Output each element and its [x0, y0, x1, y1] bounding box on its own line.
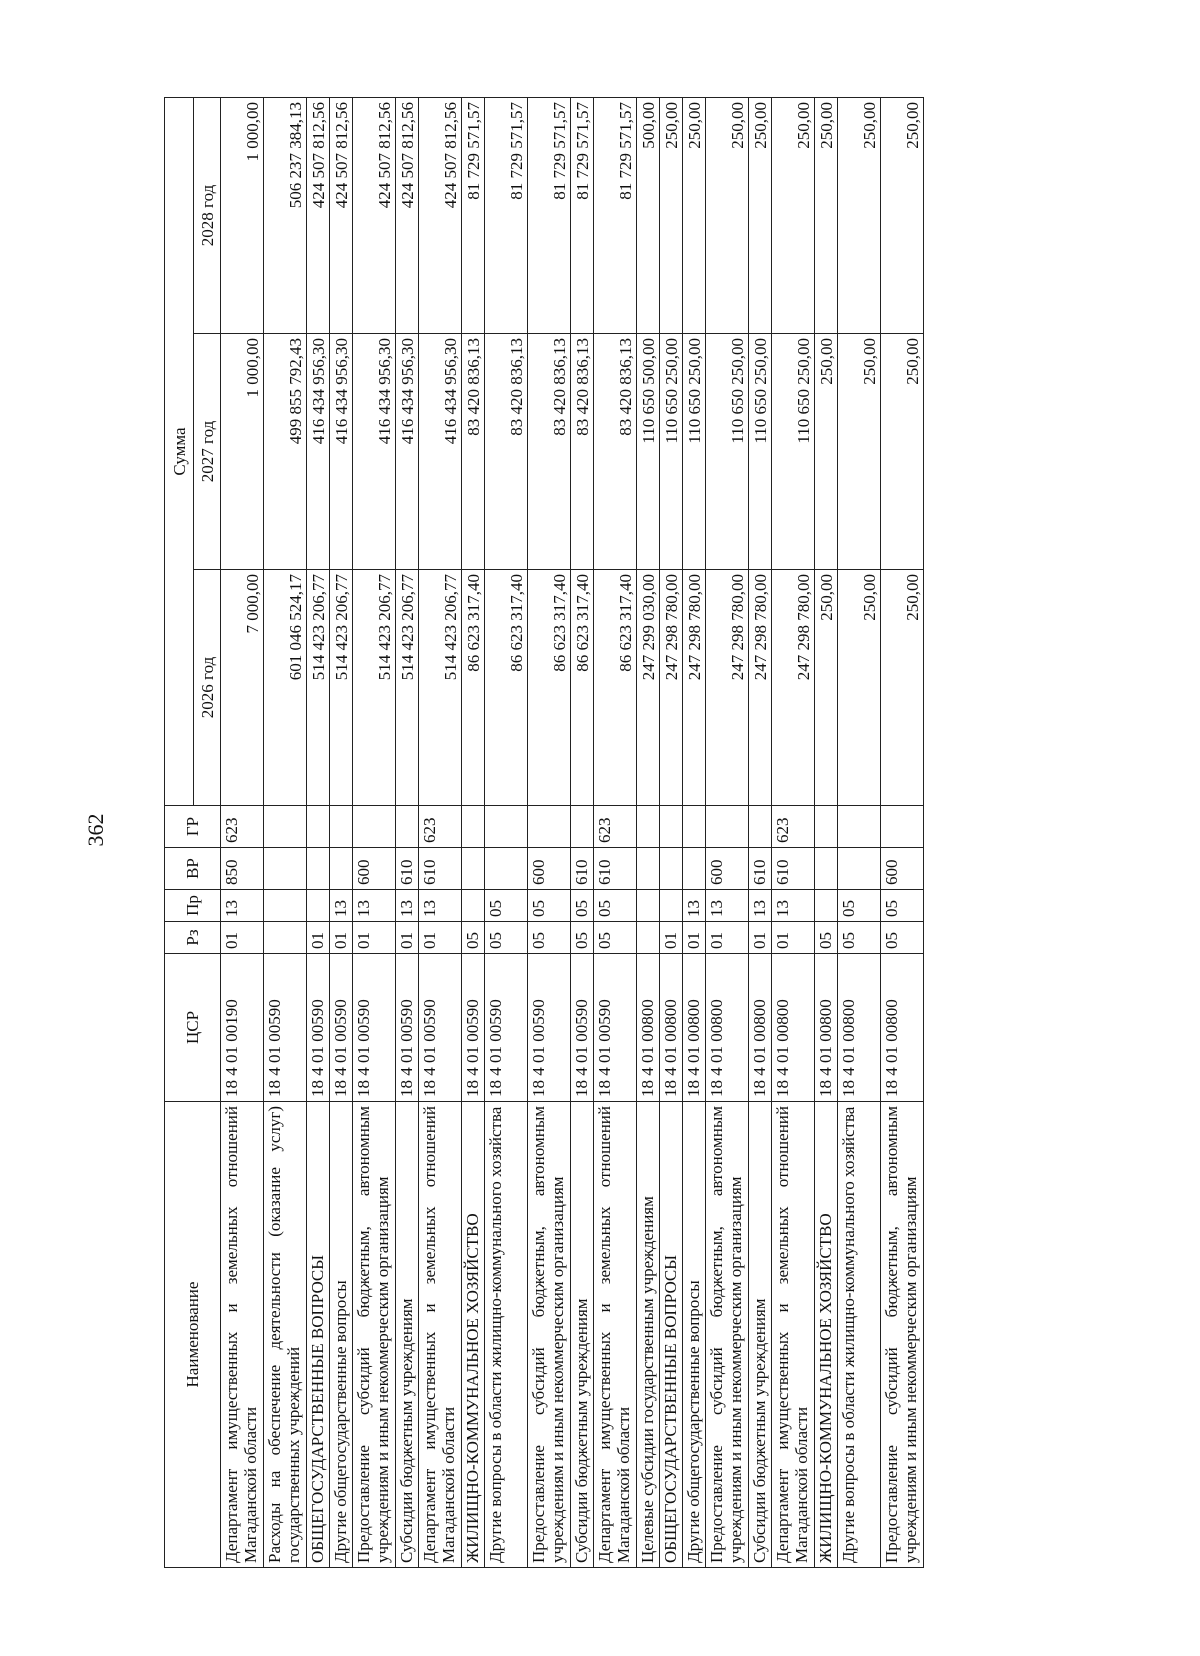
- cell-rz: 01: [419, 922, 462, 954]
- cell-vr: 600: [706, 848, 749, 890]
- cell-rz: 01: [749, 922, 772, 954]
- cell-name: Субсидии бюджетным учреждениям: [749, 1102, 772, 1568]
- cell-name: Предоставление субсидий бюджетным, автономным учреждениям и иным некоммерческим организациям: [528, 1102, 571, 1568]
- cell-2026: 247 299 030,00: [637, 570, 660, 806]
- cell-name: Другие вопросы в области жилищно-коммунального хозяйства: [485, 1102, 528, 1568]
- cell-2026: 250,00: [881, 570, 924, 806]
- header-year-2028: 2028 год: [194, 98, 221, 334]
- table-row: [815, 98, 838, 1568]
- cell-2028: 81 729 571,57: [462, 98, 485, 334]
- cell-csr: 18 4 01 00590: [330, 954, 353, 1102]
- cell-rz: 05: [571, 922, 594, 954]
- cell-csr: 18 4 01 00800: [683, 954, 706, 1102]
- table-row: [396, 98, 419, 1568]
- cell-name: ОБЩЕГОСУДАРСТВЕННЫЕ ВОПРОСЫ: [660, 1102, 683, 1568]
- table-row: [637, 98, 660, 1568]
- header-pr: Пр: [165, 890, 221, 922]
- table-row: [528, 98, 571, 1568]
- header-year-2026: 2026 год: [194, 570, 221, 806]
- cell-pr: [307, 890, 330, 922]
- cell-pr: 13: [772, 890, 815, 922]
- cell-pr: 05: [571, 890, 594, 922]
- cell-pr: 13: [221, 890, 264, 922]
- cell-gr: [749, 806, 772, 848]
- cell-rz: 01: [396, 922, 419, 954]
- cell-2027: 250,00: [838, 334, 881, 570]
- table-row: [749, 98, 772, 1568]
- cell-rz: 05: [485, 922, 528, 954]
- header-year-2027: 2027 год: [194, 334, 221, 570]
- cell-rz: 01: [330, 922, 353, 954]
- cell-2027: 416 434 956,30: [330, 334, 353, 570]
- cell-rz: 05: [462, 922, 485, 954]
- cell-2028: 424 507 812,56: [396, 98, 419, 334]
- table-row: [264, 98, 307, 1568]
- cell-name: ЖИЛИЩНО-КОММУНАЛЬНОЕ ХОЗЯЙСТВО: [815, 1102, 838, 1568]
- cell-csr: 18 4 01 00800: [660, 954, 683, 1102]
- cell-vr: [330, 848, 353, 890]
- cell-vr: 610: [772, 848, 815, 890]
- table-row: [881, 98, 924, 1568]
- cell-pr: 13: [683, 890, 706, 922]
- cell-pr: 05: [528, 890, 571, 922]
- cell-gr: [330, 806, 353, 848]
- cell-2027: 110 650 250,00: [749, 334, 772, 570]
- cell-rz: 05: [881, 922, 924, 954]
- cell-gr: [264, 806, 307, 848]
- cell-2028: 250,00: [660, 98, 683, 334]
- cell-pr: 05: [485, 890, 528, 922]
- table-row: [353, 98, 396, 1568]
- cell-name: Департамент имущественных и земельных отношений Магаданской области: [772, 1102, 815, 1568]
- cell-2028: 81 729 571,57: [594, 98, 637, 334]
- budget-table: [164, 97, 924, 1568]
- cell-csr: 18 4 01 00590: [462, 954, 485, 1102]
- table-row: [419, 98, 462, 1568]
- cell-2027: 83 420 836,13: [485, 334, 528, 570]
- cell-csr: 18 4 01 00800: [637, 954, 660, 1102]
- cell-csr: 18 4 01 00590: [307, 954, 330, 1102]
- cell-vr: 610: [594, 848, 637, 890]
- cell-2027: 250,00: [881, 334, 924, 570]
- cell-2027: 83 420 836,13: [571, 334, 594, 570]
- cell-rz: 05: [528, 922, 571, 954]
- cell-2026: 86 623 317,40: [462, 570, 485, 806]
- cell-2026: 250,00: [815, 570, 838, 806]
- cell-gr: [353, 806, 396, 848]
- cell-pr: 13: [330, 890, 353, 922]
- table-row: [571, 98, 594, 1568]
- cell-2028: 424 507 812,56: [353, 98, 396, 334]
- cell-vr: 600: [353, 848, 396, 890]
- cell-2026: 86 623 317,40: [485, 570, 528, 806]
- cell-vr: 610: [571, 848, 594, 890]
- cell-vr: [264, 848, 307, 890]
- cell-rz: 01: [307, 922, 330, 954]
- cell-vr: 600: [528, 848, 571, 890]
- table-row: [307, 98, 330, 1568]
- cell-2027: 499 855 792,43: [264, 334, 307, 570]
- cell-name: ЖИЛИЩНО-КОММУНАЛЬНОЕ ХОЗЯЙСТВО: [462, 1102, 485, 1568]
- cell-rz: 05: [815, 922, 838, 954]
- cell-name: Предоставление субсидий бюджетным, автономным учреждениям и иным некоммерческим организациям: [881, 1102, 924, 1568]
- cell-csr: 18 4 01 00190: [221, 954, 264, 1102]
- cell-vr: 610: [419, 848, 462, 890]
- cell-2028: 81 729 571,57: [571, 98, 594, 334]
- cell-2028: 250,00: [772, 98, 815, 334]
- cell-2028: 506 237 384,13: [264, 98, 307, 334]
- table-row: [330, 98, 353, 1568]
- header-name: Наименование: [165, 1102, 221, 1568]
- header-gr: ГР: [165, 806, 221, 848]
- cell-2026: 601 046 524,17: [264, 570, 307, 806]
- cell-2028: 424 507 812,56: [419, 98, 462, 334]
- cell-pr: [264, 890, 307, 922]
- cell-2027: 110 650 250,00: [660, 334, 683, 570]
- table-row: [772, 98, 815, 1568]
- cell-2027: 110 650 250,00: [706, 334, 749, 570]
- cell-vr: 850: [221, 848, 264, 890]
- cell-pr: [637, 890, 660, 922]
- cell-vr: [683, 848, 706, 890]
- cell-rz: 01: [660, 922, 683, 954]
- table-row: [485, 98, 528, 1568]
- table-row: [660, 98, 683, 1568]
- cell-gr: [528, 806, 571, 848]
- cell-pr: 13: [353, 890, 396, 922]
- cell-pr: 05: [838, 890, 881, 922]
- cell-name: Департамент имущественных и земельных отношений Магаданской области: [419, 1102, 462, 1568]
- cell-2028: 250,00: [881, 98, 924, 334]
- cell-vr: 600: [881, 848, 924, 890]
- cell-2026: 514 423 206,77: [353, 570, 396, 806]
- cell-csr: 18 4 01 00590: [571, 954, 594, 1102]
- cell-gr: [462, 806, 485, 848]
- cell-vr: [307, 848, 330, 890]
- header-vr: ВР: [165, 848, 221, 890]
- cell-name: Субсидии бюджетным учреждениям: [396, 1102, 419, 1568]
- cell-2027: 110 650 250,00: [772, 334, 815, 570]
- cell-2026: 514 423 206,77: [419, 570, 462, 806]
- cell-name: Департамент имущественных и земельных отношений Магаданской области: [594, 1102, 637, 1568]
- cell-pr: 13: [419, 890, 462, 922]
- cell-2028: 81 729 571,57: [485, 98, 528, 334]
- cell-2027: 416 434 956,30: [353, 334, 396, 570]
- table-row: [838, 98, 881, 1568]
- cell-vr: 610: [396, 848, 419, 890]
- cell-2028: 81 729 571,57: [528, 98, 571, 334]
- cell-rz: [637, 922, 660, 954]
- cell-name: ОБЩЕГОСУДАРСТВЕННЫЕ ВОПРОСЫ: [307, 1102, 330, 1568]
- cell-2026: 514 423 206,77: [307, 570, 330, 806]
- cell-2026: 247 298 780,00: [706, 570, 749, 806]
- cell-2026: 250,00: [838, 570, 881, 806]
- cell-gr: [637, 806, 660, 848]
- cell-2026: 247 298 780,00: [772, 570, 815, 806]
- cell-gr: [706, 806, 749, 848]
- cell-2027: 1 000,00: [221, 334, 264, 570]
- cell-2026: 247 298 780,00: [749, 570, 772, 806]
- cell-2028: 424 507 812,56: [330, 98, 353, 334]
- cell-csr: 18 4 01 00590: [485, 954, 528, 1102]
- cell-pr: 13: [396, 890, 419, 922]
- cell-csr: 18 4 01 00800: [881, 954, 924, 1102]
- cell-name: Целевые субсидии государственным учреждениям: [637, 1102, 660, 1568]
- cell-vr: 610: [749, 848, 772, 890]
- cell-csr: 18 4 01 00800: [815, 954, 838, 1102]
- cell-2026: 7 000,00: [221, 570, 264, 806]
- cell-2026: 247 298 780,00: [660, 570, 683, 806]
- header-csr: ЦСР: [165, 954, 221, 1102]
- cell-rz: 01: [706, 922, 749, 954]
- cell-gr: [683, 806, 706, 848]
- cell-name: Другие общегосударственные вопросы: [330, 1102, 353, 1568]
- cell-csr: 18 4 01 00590: [594, 954, 637, 1102]
- cell-vr: [637, 848, 660, 890]
- cell-2026: 247 298 780,00: [683, 570, 706, 806]
- cell-csr: 18 4 01 00590: [419, 954, 462, 1102]
- cell-name: Расходы на обеспечение деятельности (оказание услуг) государственных учреждений: [264, 1102, 307, 1568]
- cell-gr: [838, 806, 881, 848]
- cell-name: Предоставление субсидий бюджетным, автономным учреждениям и иным некоммерческим организациям: [353, 1102, 396, 1568]
- table-row: [221, 98, 264, 1568]
- cell-2028: 500,00: [637, 98, 660, 334]
- cell-csr: 18 4 01 00590: [353, 954, 396, 1102]
- cell-pr: 05: [881, 890, 924, 922]
- table-row: [462, 98, 485, 1568]
- cell-vr: [838, 848, 881, 890]
- cell-csr: 18 4 01 00800: [706, 954, 749, 1102]
- cell-gr: 623: [419, 806, 462, 848]
- cell-2028: 250,00: [815, 98, 838, 334]
- cell-2026: 86 623 317,40: [528, 570, 571, 806]
- cell-2027: 83 420 836,13: [594, 334, 637, 570]
- cell-rz: 05: [838, 922, 881, 954]
- cell-rz: [264, 922, 307, 954]
- cell-2027: 416 434 956,30: [396, 334, 419, 570]
- cell-2026: 514 423 206,77: [330, 570, 353, 806]
- header-rz: Рз: [165, 922, 221, 954]
- cell-2027: 416 434 956,30: [307, 334, 330, 570]
- cell-2028: 250,00: [749, 98, 772, 334]
- cell-name: Другие вопросы в области жилищно-коммунального хозяйства: [838, 1102, 881, 1568]
- cell-gr: 623: [594, 806, 637, 848]
- cell-2027: 250,00: [815, 334, 838, 570]
- cell-gr: 623: [221, 806, 264, 848]
- cell-rz: 01: [683, 922, 706, 954]
- cell-name: Субсидии бюджетным учреждениям: [571, 1102, 594, 1568]
- cell-vr: [462, 848, 485, 890]
- cell-2027: 83 420 836,13: [528, 334, 571, 570]
- cell-csr: 18 4 01 00590: [528, 954, 571, 1102]
- table-body: [221, 98, 924, 1568]
- cell-csr: 18 4 01 00590: [264, 954, 307, 1102]
- table-row: [706, 98, 749, 1568]
- cell-2028: 250,00: [683, 98, 706, 334]
- cell-name: Другие общегосударственные вопросы: [683, 1102, 706, 1568]
- rotated-table-container: [164, 98, 1102, 1568]
- cell-gr: [396, 806, 419, 848]
- cell-gr: [881, 806, 924, 848]
- cell-vr: [660, 848, 683, 890]
- cell-gr: 623: [772, 806, 815, 848]
- cell-pr: 05: [594, 890, 637, 922]
- cell-rz: 05: [594, 922, 637, 954]
- cell-csr: 18 4 01 00800: [772, 954, 815, 1102]
- cell-gr: [815, 806, 838, 848]
- cell-rz: 01: [221, 922, 264, 954]
- table-row: [594, 98, 637, 1568]
- cell-2028: 250,00: [838, 98, 881, 334]
- cell-gr: [571, 806, 594, 848]
- cell-pr: [462, 890, 485, 922]
- cell-csr: 18 4 01 00800: [838, 954, 881, 1102]
- table-row: [683, 98, 706, 1568]
- cell-gr: [307, 806, 330, 848]
- cell-name: Департамент имущественных и земельных отношений Магаданской области: [221, 1102, 264, 1568]
- cell-csr: 18 4 01 00590: [396, 954, 419, 1102]
- cell-pr: [660, 890, 683, 922]
- cell-name: Предоставление субсидий бюджетным, автономным учреждениям и иным некоммерческим организациям: [706, 1102, 749, 1568]
- cell-vr: [815, 848, 838, 890]
- cell-2026: 514 423 206,77: [396, 570, 419, 806]
- cell-pr: [815, 890, 838, 922]
- cell-pr: 13: [706, 890, 749, 922]
- cell-2027: 110 650 250,00: [683, 334, 706, 570]
- cell-2027: 110 650 500,00: [637, 334, 660, 570]
- page-number: 362: [83, 813, 108, 847]
- cell-2028: 1 000,00: [221, 98, 264, 334]
- table-header-row: [165, 98, 194, 1568]
- cell-gr: [660, 806, 683, 848]
- cell-rz: 01: [353, 922, 396, 954]
- cell-rz: 01: [772, 922, 815, 954]
- cell-2027: 416 434 956,30: [419, 334, 462, 570]
- cell-2026: 86 623 317,40: [594, 570, 637, 806]
- cell-csr: 18 4 01 00800: [749, 954, 772, 1102]
- cell-2028: 250,00: [706, 98, 749, 334]
- cell-pr: 13: [749, 890, 772, 922]
- header-sum: Сумма: [165, 98, 194, 806]
- cell-vr: [485, 848, 528, 890]
- cell-2026: 86 623 317,40: [571, 570, 594, 806]
- cell-2028: 424 507 812,56: [307, 98, 330, 334]
- cell-gr: [485, 806, 528, 848]
- cell-2027: 83 420 836,13: [462, 334, 485, 570]
